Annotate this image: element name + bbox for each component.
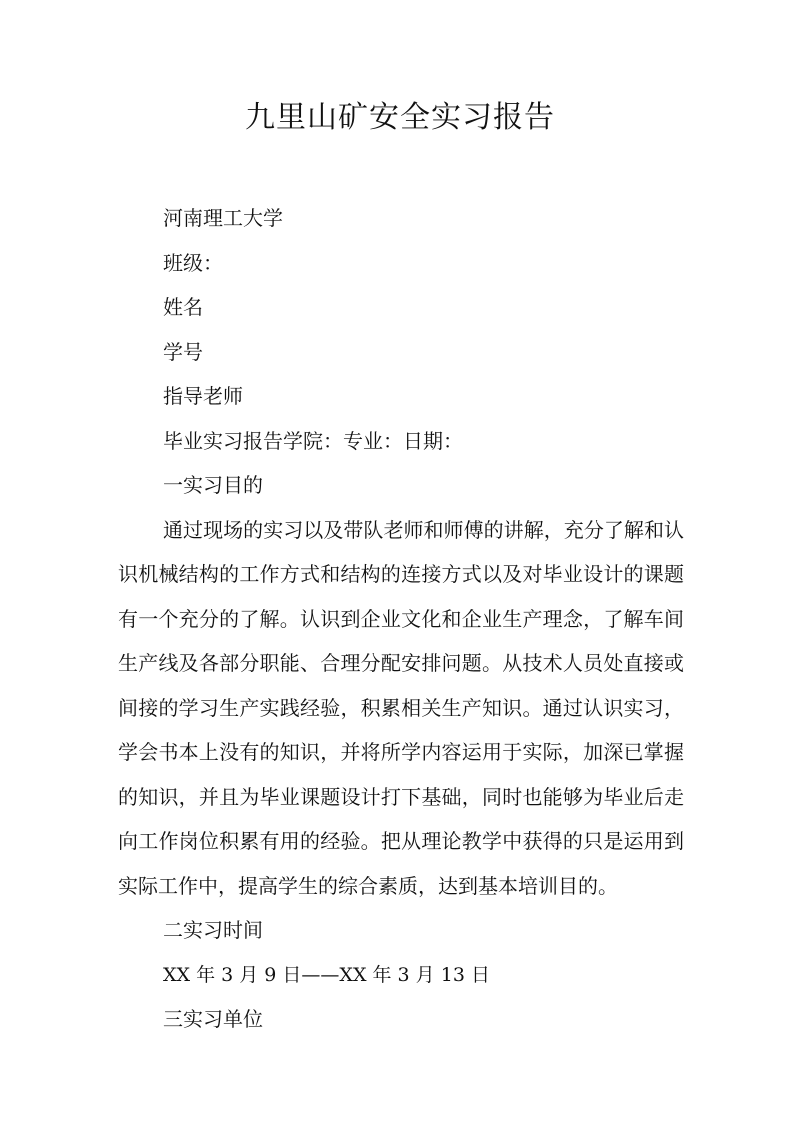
purpose-paragraph: 通过现场的实习以及带队老师和师傅的讲解，充分了解和认识机械结构的工作方式和结构的连接方式以及对毕业设计的课题有一个充分的了解。认识到企业文化和企业生产理念，了解车间生产线及各部分职能、合理分配安排问题。从技术人员处直接或间接的学习生产实践经验，积累相关生产知识。通过认识实习，学会书本上没有的知识，并将所学内容运用于实际，加深已掌握的知识，并且为毕业课题设计打下基础，同时也能够为毕业后走向工作岗位积累有用的经验。把从理论教学中获得的只是运用到实际工作中，提高学生的综合素质，达到基本培训目的。 (118, 517, 684, 898)
section-heading-unit: 三实习单位 (163, 1007, 263, 1031)
name-line: 姓名 (163, 295, 203, 319)
report-info-line: 毕业实习报告学院：专业：日期： (163, 428, 463, 453)
advisor-line: 指导老师 (163, 384, 243, 408)
document-body (118, 196, 684, 1042)
university-line: 河南理工大学 (163, 206, 283, 230)
section-heading-time: 二实习时间 (163, 918, 263, 942)
student-id-line: 学号 (163, 339, 203, 364)
document-title: 九里山矿安全实习报告 (245, 100, 555, 135)
section-heading-purpose: 一实习目的 (163, 473, 263, 497)
class-line: 班级： (163, 250, 223, 275)
internship-dates: XX 年 3 月 9 日——XX 年 3 月 13 日 (163, 963, 490, 986)
